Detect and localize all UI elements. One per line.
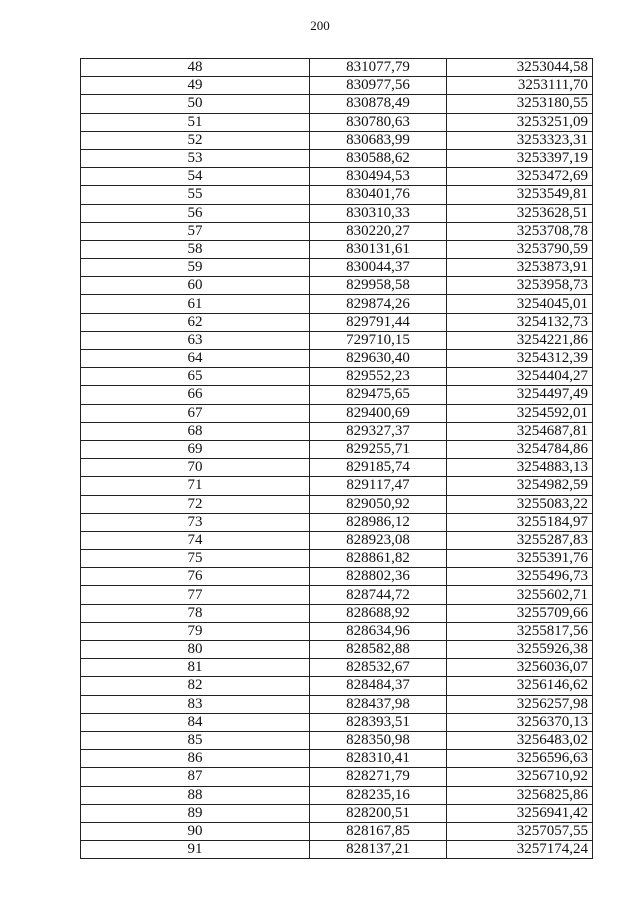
point-number-cell: 87 [81, 768, 310, 786]
point-number-cell: 83 [81, 695, 310, 713]
point-number-cell: 86 [81, 750, 310, 768]
x-coordinate-cell: 829255,71 [310, 440, 447, 458]
x-coordinate-cell: 830044,37 [310, 259, 447, 277]
table-row [81, 368, 593, 386]
y-coordinate-cell: 3254404,27 [447, 368, 593, 386]
point-number-cell: 88 [81, 786, 310, 804]
y-coordinate-cell: 3257057,55 [447, 822, 593, 840]
x-coordinate-cell: 829791,44 [310, 313, 447, 331]
table-row [81, 168, 593, 186]
table-row [81, 822, 593, 840]
y-coordinate-cell: 3254982,59 [447, 477, 593, 495]
table-row [81, 131, 593, 149]
x-coordinate-cell: 829958,58 [310, 277, 447, 295]
y-coordinate-cell: 3254221,86 [447, 331, 593, 349]
x-coordinate-cell: 828688,92 [310, 604, 447, 622]
table-row [81, 495, 593, 513]
table-row [81, 531, 593, 549]
y-coordinate-cell: 3254784,86 [447, 440, 593, 458]
y-coordinate-cell: 3255496,73 [447, 568, 593, 586]
x-coordinate-cell: 829327,37 [310, 422, 447, 440]
table-row [81, 259, 593, 277]
table-row [81, 186, 593, 204]
x-coordinate-cell: 829475,65 [310, 386, 447, 404]
x-coordinate-cell: 829117,47 [310, 477, 447, 495]
table-row [81, 622, 593, 640]
y-coordinate-cell: 3254687,81 [447, 422, 593, 440]
point-number-cell: 53 [81, 149, 310, 167]
y-coordinate-cell: 3255602,71 [447, 586, 593, 604]
table-row [81, 713, 593, 731]
table-row [81, 295, 593, 313]
table-row [81, 422, 593, 440]
table-row [81, 641, 593, 659]
table-row [81, 240, 593, 258]
x-coordinate-cell: 830494,53 [310, 168, 447, 186]
y-coordinate-cell: 3255817,56 [447, 622, 593, 640]
x-coordinate-cell: 829552,23 [310, 368, 447, 386]
x-coordinate-cell: 830683,99 [310, 131, 447, 149]
x-coordinate-cell: 729710,15 [310, 331, 447, 349]
y-coordinate-cell: 3253708,78 [447, 222, 593, 240]
y-coordinate-cell: 3253111,70 [447, 77, 593, 95]
table-row [81, 222, 593, 240]
y-coordinate-cell: 3254497,49 [447, 386, 593, 404]
point-number-cell: 61 [81, 295, 310, 313]
point-number-cell: 65 [81, 368, 310, 386]
point-number-cell: 77 [81, 586, 310, 604]
table-row [81, 604, 593, 622]
point-number-cell: 80 [81, 641, 310, 659]
x-coordinate-cell: 830220,27 [310, 222, 447, 240]
table-row [81, 149, 593, 167]
x-coordinate-cell: 828437,98 [310, 695, 447, 713]
x-coordinate-cell: 830878,49 [310, 95, 447, 113]
y-coordinate-cell: 3255287,83 [447, 531, 593, 549]
point-number-cell: 70 [81, 459, 310, 477]
table-row [81, 386, 593, 404]
point-number-cell: 82 [81, 677, 310, 695]
point-number-cell: 73 [81, 513, 310, 531]
table-row [81, 786, 593, 804]
point-number-cell: 90 [81, 822, 310, 840]
y-coordinate-cell: 3254592,01 [447, 404, 593, 422]
point-number-cell: 67 [81, 404, 310, 422]
point-number-cell: 62 [81, 313, 310, 331]
y-coordinate-cell: 3253251,09 [447, 113, 593, 131]
x-coordinate-cell: 830977,56 [310, 77, 447, 95]
x-coordinate-cell: 828137,21 [310, 841, 447, 859]
table-row [81, 459, 593, 477]
y-coordinate-cell: 3254883,13 [447, 459, 593, 477]
table-row [81, 95, 593, 113]
coordinates-table-body [81, 59, 593, 859]
point-number-cell: 50 [81, 95, 310, 113]
point-number-cell: 68 [81, 422, 310, 440]
point-number-cell: 52 [81, 131, 310, 149]
y-coordinate-cell: 3253180,55 [447, 95, 593, 113]
x-coordinate-cell: 828200,51 [310, 804, 447, 822]
point-number-cell: 75 [81, 550, 310, 568]
y-coordinate-cell: 3256146,62 [447, 677, 593, 695]
table-row [81, 313, 593, 331]
point-number-cell: 91 [81, 841, 310, 859]
coordinates-table [80, 58, 593, 859]
x-coordinate-cell: 828393,51 [310, 713, 447, 731]
y-coordinate-cell: 3254045,01 [447, 295, 593, 313]
point-number-cell: 79 [81, 622, 310, 640]
x-coordinate-cell: 828235,16 [310, 786, 447, 804]
y-coordinate-cell: 3253472,69 [447, 168, 593, 186]
table-row [81, 77, 593, 95]
x-coordinate-cell: 829050,92 [310, 495, 447, 513]
table-row [81, 568, 593, 586]
x-coordinate-cell: 828861,82 [310, 550, 447, 568]
point-number-cell: 81 [81, 659, 310, 677]
y-coordinate-cell: 3253044,58 [447, 59, 593, 77]
x-coordinate-cell: 828532,67 [310, 659, 447, 677]
y-coordinate-cell: 3256825,86 [447, 786, 593, 804]
point-number-cell: 69 [81, 440, 310, 458]
table-row [81, 750, 593, 768]
x-coordinate-cell: 828484,37 [310, 677, 447, 695]
point-number-cell: 85 [81, 731, 310, 749]
table-row [81, 404, 593, 422]
x-coordinate-cell: 828350,98 [310, 731, 447, 749]
point-number-cell: 48 [81, 59, 310, 77]
y-coordinate-cell: 3253323,31 [447, 131, 593, 149]
point-number-cell: 51 [81, 113, 310, 131]
point-number-cell: 55 [81, 186, 310, 204]
x-coordinate-cell: 829874,26 [310, 295, 447, 313]
y-coordinate-cell: 3253958,73 [447, 277, 593, 295]
point-number-cell: 84 [81, 713, 310, 731]
table-row [81, 59, 593, 77]
page-number: 200 [310, 18, 330, 33]
point-number-cell: 64 [81, 350, 310, 368]
point-number-cell: 76 [81, 568, 310, 586]
x-coordinate-cell: 829630,40 [310, 350, 447, 368]
point-number-cell: 59 [81, 259, 310, 277]
table-row [81, 277, 593, 295]
point-number-cell: 72 [81, 495, 310, 513]
point-number-cell: 60 [81, 277, 310, 295]
point-number-cell: 56 [81, 204, 310, 222]
table-row [81, 113, 593, 131]
x-coordinate-cell: 830310,33 [310, 204, 447, 222]
table-row [81, 513, 593, 531]
point-number-cell: 78 [81, 604, 310, 622]
x-coordinate-cell: 828634,96 [310, 622, 447, 640]
point-number-cell: 49 [81, 77, 310, 95]
x-coordinate-cell: 828271,79 [310, 768, 447, 786]
x-coordinate-cell: 830588,62 [310, 149, 447, 167]
table-row [81, 731, 593, 749]
y-coordinate-cell: 3253873,91 [447, 259, 593, 277]
point-number-cell: 63 [81, 331, 310, 349]
x-coordinate-cell: 828802,36 [310, 568, 447, 586]
y-coordinate-cell: 3256036,07 [447, 659, 593, 677]
x-coordinate-cell: 828986,12 [310, 513, 447, 531]
x-coordinate-cell: 831077,79 [310, 59, 447, 77]
table-row [81, 677, 593, 695]
y-coordinate-cell: 3256370,13 [447, 713, 593, 731]
table-row [81, 841, 593, 859]
x-coordinate-cell: 828167,85 [310, 822, 447, 840]
point-number-cell: 74 [81, 531, 310, 549]
y-coordinate-cell: 3255184,97 [447, 513, 593, 531]
table-row [81, 659, 593, 677]
y-coordinate-cell: 3254132,73 [447, 313, 593, 331]
x-coordinate-cell: 828744,72 [310, 586, 447, 604]
y-coordinate-cell: 3255709,66 [447, 604, 593, 622]
table-row [81, 204, 593, 222]
x-coordinate-cell: 829185,74 [310, 459, 447, 477]
y-coordinate-cell: 3256710,92 [447, 768, 593, 786]
x-coordinate-cell: 828310,41 [310, 750, 447, 768]
x-coordinate-cell: 829400,69 [310, 404, 447, 422]
y-coordinate-cell: 3253549,81 [447, 186, 593, 204]
y-coordinate-cell: 3255083,22 [447, 495, 593, 513]
point-number-cell: 54 [81, 168, 310, 186]
point-number-cell: 66 [81, 386, 310, 404]
point-number-cell: 71 [81, 477, 310, 495]
y-coordinate-cell: 3257174,24 [447, 841, 593, 859]
y-coordinate-cell: 3256257,98 [447, 695, 593, 713]
point-number-cell: 58 [81, 240, 310, 258]
table-row [81, 695, 593, 713]
x-coordinate-cell: 830131,61 [310, 240, 447, 258]
y-coordinate-cell: 3256941,42 [447, 804, 593, 822]
x-coordinate-cell: 828923,08 [310, 531, 447, 549]
x-coordinate-cell: 830780,63 [310, 113, 447, 131]
table-row [81, 440, 593, 458]
y-coordinate-cell: 3253397,19 [447, 149, 593, 167]
y-coordinate-cell: 3253790,59 [447, 240, 593, 258]
y-coordinate-cell: 3255926,38 [447, 641, 593, 659]
table-row [81, 350, 593, 368]
table-row [81, 477, 593, 495]
table-row [81, 586, 593, 604]
y-coordinate-cell: 3253628,51 [447, 204, 593, 222]
y-coordinate-cell: 3256596,63 [447, 750, 593, 768]
y-coordinate-cell: 3255391,76 [447, 550, 593, 568]
y-coordinate-cell: 3256483,02 [447, 731, 593, 749]
table-row [81, 768, 593, 786]
table-row [81, 331, 593, 349]
x-coordinate-cell: 830401,76 [310, 186, 447, 204]
table-row [81, 550, 593, 568]
x-coordinate-cell: 828582,88 [310, 641, 447, 659]
table-row [81, 804, 593, 822]
point-number-cell: 57 [81, 222, 310, 240]
point-number-cell: 89 [81, 804, 310, 822]
y-coordinate-cell: 3254312,39 [447, 350, 593, 368]
